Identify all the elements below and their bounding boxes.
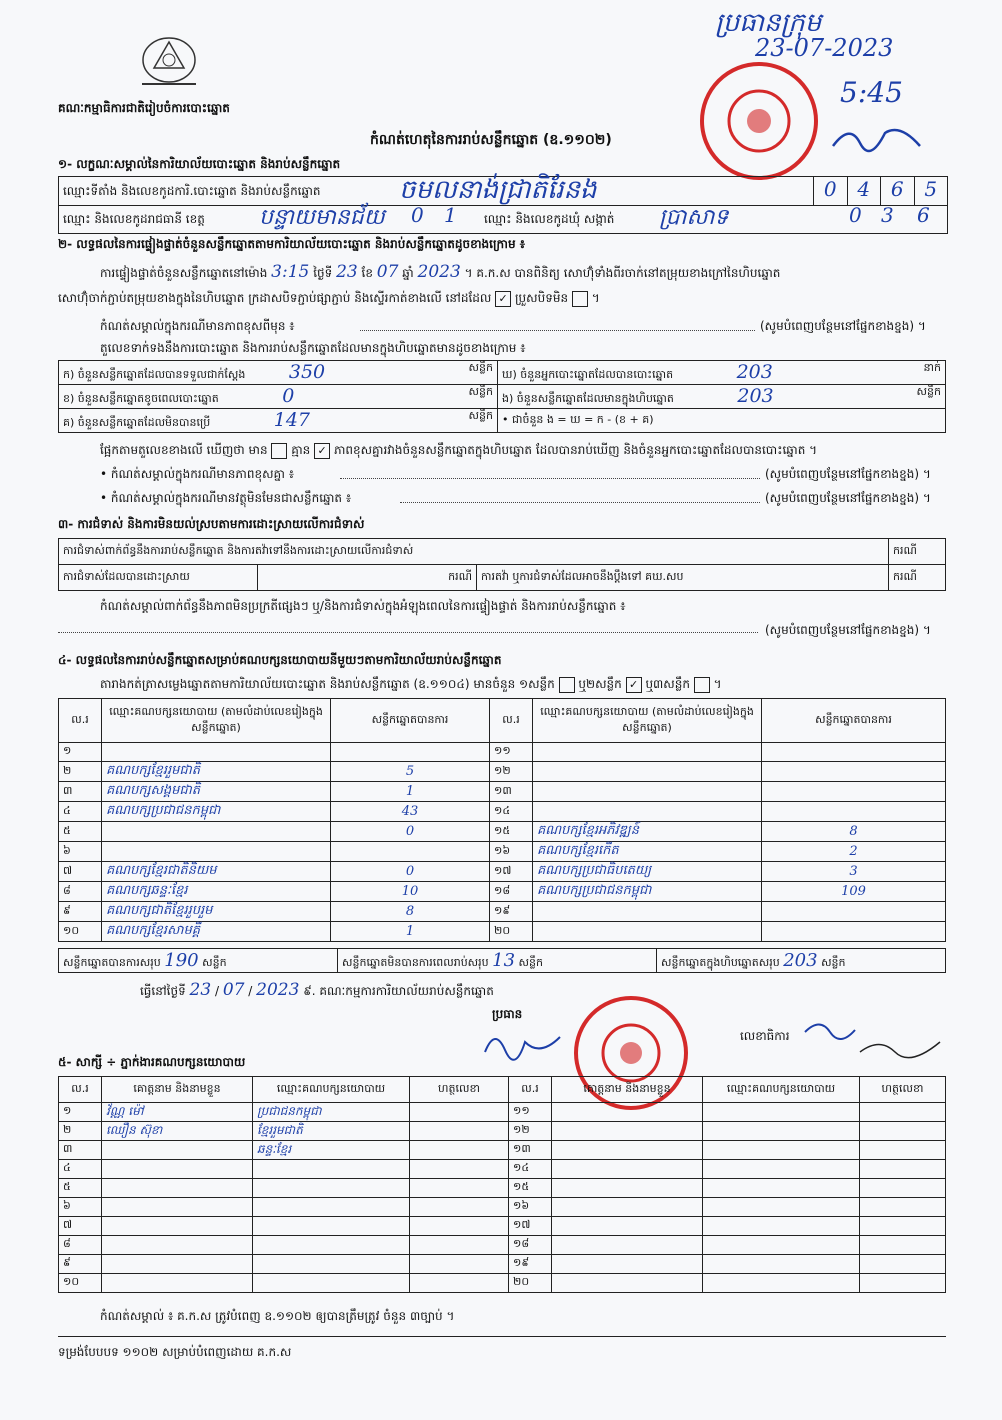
verify-time: 3:15 bbox=[271, 262, 310, 282]
table-row bbox=[59, 902, 946, 922]
witness-signature bbox=[860, 1274, 946, 1293]
witness-party bbox=[703, 1122, 860, 1141]
witness-name bbox=[552, 1198, 703, 1217]
voters-count: 203 bbox=[736, 361, 773, 383]
row-number: ២០ bbox=[490, 922, 533, 942]
party-votes bbox=[762, 802, 946, 822]
org-name: គណៈកម្មាធិការជាតិរៀបចំការបោះឆ្នោត bbox=[58, 101, 230, 115]
province-code-2: 1 bbox=[444, 203, 457, 227]
seal-broken-checkbox bbox=[572, 291, 588, 307]
fill-hint-2: (សូមបំពេញបន្ថែមនៅផ្នែកខាងខ្នង) ។ bbox=[765, 467, 931, 481]
chair-label: ប្រធាន bbox=[492, 1007, 523, 1021]
witness-signature bbox=[860, 1255, 946, 1274]
party-name bbox=[533, 922, 762, 942]
witness-signature bbox=[860, 1179, 946, 1198]
province-code-1: 0 bbox=[411, 203, 424, 227]
witness-party bbox=[703, 1255, 860, 1274]
party-name bbox=[102, 743, 331, 762]
witness-name bbox=[552, 1141, 703, 1160]
witness-party bbox=[703, 1160, 860, 1179]
witness-signature bbox=[410, 1274, 509, 1293]
party-votes bbox=[762, 762, 946, 782]
party-votes: 10 bbox=[331, 882, 490, 902]
table-row bbox=[59, 743, 946, 762]
irregularity-note: កំណត់សម្គាល់ពាក់ព័ន្ធនឹងភាពមិនប្រក្រតីផ្សេងៗ ឬ/និងការជំទាស់ក្នុងអំឡុងពេលនៃការផ្ទៀងផ្ទាត់ និងការរាប់សន្លឹកឆ្នោត ៖ bbox=[100, 599, 626, 613]
party-votes bbox=[331, 842, 490, 862]
row-number: ១៦ bbox=[509, 1198, 552, 1217]
witness-name bbox=[552, 1122, 703, 1141]
note-line-2 bbox=[340, 478, 760, 479]
row-number: ១៥ bbox=[490, 822, 533, 842]
row-number: ៤ bbox=[59, 1160, 102, 1179]
row-number: ១២ bbox=[509, 1122, 552, 1141]
witness-row bbox=[59, 1122, 946, 1141]
commune-code-3: 6 bbox=[917, 203, 930, 227]
table-row bbox=[59, 802, 946, 822]
total-valid: 190 bbox=[164, 949, 199, 971]
fill-hint-4: (សូមបំពេញបន្ថែមនៅផ្នែកខាងខ្នង) ។ bbox=[765, 623, 931, 637]
witness-signature bbox=[410, 1103, 509, 1122]
note-line-4 bbox=[58, 632, 758, 633]
witness-party bbox=[253, 1160, 410, 1179]
row-number: ១៤ bbox=[509, 1160, 552, 1179]
witness-signature bbox=[860, 1141, 946, 1160]
party-name bbox=[102, 822, 331, 842]
party-name: គណបក្សប្រជាជនកម្ពុជា bbox=[102, 802, 331, 822]
commune-value: ប្រាសាទ bbox=[659, 205, 729, 230]
witness-signature bbox=[410, 1217, 509, 1236]
seal-paragraph: សោហ៊ុំចាក់ភ្ជាប់តម្រុយខាងក្នុងនៃហិបឆ្នោត ក្រដាសបិទភ្ជាប់ផ្សាភ្ជាប់ និងស្ទើរកាត់ខាងលើ នៅដដែល ✓ ប្រួសបិទមិន ។ bbox=[58, 291, 600, 305]
row-number: ១៩ bbox=[509, 1255, 552, 1274]
witness-name bbox=[102, 1217, 253, 1236]
complaints-table: ការជំទាស់ពាក់ព័ន្ធនឹងការរាប់សន្លឹកឆ្នោត និងការតវ៉ាទៅនឹងការដោះស្រាយលើការជំទាស់ ករណី ការជំទាស់ដែលបានដោះស្រាយ ករណី ការតវ៉ា ឬការជំទាស់ដែលអាចនឹងប្ដឹងទៅ គឃ.សប ករណី bbox=[58, 538, 946, 591]
row-number: ១២ bbox=[490, 762, 533, 782]
table-row bbox=[59, 782, 946, 802]
party-votes: 2 bbox=[762, 842, 946, 862]
commune-code-2: 3 bbox=[881, 203, 894, 227]
witness-signature bbox=[410, 1255, 509, 1274]
note-difference-label: កំណត់សម្គាល់ក្នុងករណីមានភាពខុសពីមុន ៖ bbox=[100, 319, 295, 333]
receipt-signature-icon bbox=[830, 118, 925, 153]
diff-no-checkbox: ✓ bbox=[314, 443, 330, 459]
witness-name bbox=[552, 1217, 703, 1236]
row-number: ១០ bbox=[59, 922, 102, 942]
witness-name bbox=[552, 1274, 703, 1293]
party-votes: 43 bbox=[331, 802, 490, 822]
witness-signature bbox=[410, 1160, 509, 1179]
figures-table: ក) ចំនួនសន្លឹកឆ្នោតដែលបានទទួលជាក់ស្តែង 350 សន្លឹក ឃ) ចំនួនអ្នកបោះឆ្នោតដែលបានបោះឆ្នោត 203 នាក់ ខ) ចំនួនសន្លឹកឆ្នោតខូចពេលបោះឆ្នោត 0 សន្លឹក ង) ចំនួនសន្លឹកឆ្នោតដែលមានក្នុងហិបឆ្នោត 203 សន្លឹក គ) ចំនួនសន្លឹកឆ្នោតដែលមិនបានប្រើ 147 សន្លឹក • ជាចំនួន ង = ឃ = ក - (ខ + គ) bbox=[58, 360, 946, 433]
party-votes bbox=[762, 922, 946, 942]
location-label: ឈ្មោះទីតាំង និងលេខកូដការិ.បោះឆ្នោត និងរាប់សន្លឹកឆ្នោត bbox=[63, 184, 321, 198]
witness-table: ល.រ គោត្តនាម និងនាមខ្លួន ឈ្មោះគណបក្សនយោបាយ ហត្ថលេខា ល.រ គោត្តនាម និងនាមខ្លួន ឈ្មោះគណបក្សនយោបាយ ហត្ថលេខា ១ វ័ណ្ណ ម៉ៅ ប្រជាជនកម្ពុជា ១១ ២ ឈឿន ស៊ុខា ខ្មែររួមជាតិ ១២ ៣ ឆន្ទៈខ្មែរ ១៣ ៤ ១៤ ៥ ១៥ ៦ ១៦ ៧ ១៧ ៨ ១៨ ៩ ១៩ ១០ ២០ bbox=[58, 1076, 946, 1293]
witness-name bbox=[102, 1236, 253, 1255]
row-number: ១៤ bbox=[490, 802, 533, 822]
witness-name: វ័ណ្ណ ម៉ៅ bbox=[102, 1103, 253, 1122]
witness-signature bbox=[410, 1198, 509, 1217]
seal-intact-checkbox: ✓ bbox=[495, 291, 511, 307]
location-code: 0 4 6 5 bbox=[813, 177, 947, 205]
row-number: ៦ bbox=[59, 1198, 102, 1217]
witness-name bbox=[102, 1160, 253, 1179]
table-row bbox=[59, 842, 946, 862]
row-number: ៩ bbox=[59, 1255, 102, 1274]
note-line-3 bbox=[400, 502, 760, 503]
party-votes: 5 bbox=[331, 762, 490, 782]
witness-signature bbox=[410, 1236, 509, 1255]
party-results-table: ល.រ ឈ្មោះគណបក្សនយោបាយ (តាមលំដាប់លេខរៀងក្នុងសន្លឹកឆ្នោត) សន្លឹកឆ្នោតបានការ ល.រ ឈ្មោះគណបក្សនយោបាយ (តាមលំដាប់លេខរៀងក្នុងសន្លឹកឆ្នោត) សន្លឹកឆ្នោតបានការ ១ ១១ ២ គណបក្សខ្មែររួមជាតិ 5 ១២ ៣ គណបក្សសង្គមជាតិ 1 ១៣ ៤ គណបក្សប្រជាជនកម្ពុជា 43 ១៤ ៥ 0 ១៥ គណបក្សខ្មែរអភិវឌ្ឍន៍ 8 ៦ ១៦ គណបក្សខ្មែរកើត 2 ៧ គណបក្សខ្មែរជាតិនិយម 0 ១៧ គណបក្សប្រជាធិបតេយ្យ 3 ៨ គណបក្សឆន្ទៈខ្មែរ 10 ១៨ គណបក្សប្រជាជនកម្ពុជា 109 ៩ គណបក្សជាតិខ្មែររួបរួម 8 ១៩ ១០ គណបក្សខ្មែរសាមគ្គី 1 ២០ bbox=[58, 698, 946, 942]
row-number: ១ bbox=[59, 1103, 102, 1122]
province-label: ឈ្មោះ និងលេខកូដរាជធានី ខេត្ត bbox=[63, 212, 205, 226]
table-row bbox=[59, 922, 946, 942]
party-name bbox=[533, 802, 762, 822]
witness-party bbox=[253, 1179, 410, 1198]
row-number: ៣ bbox=[59, 1141, 102, 1160]
party-name: គណបក្សប្រជាធិបតេយ្យ bbox=[533, 862, 762, 882]
row-number: ១ bbox=[59, 743, 102, 762]
witness-name bbox=[102, 1141, 253, 1160]
party-name: គណបក្សឆន្ទៈខ្មែរ bbox=[102, 882, 331, 902]
location-value: ចមលនាង់ជ្រាតិរែនង bbox=[399, 175, 597, 205]
party-votes: 1 bbox=[331, 922, 490, 942]
witness-signature bbox=[410, 1179, 509, 1198]
witness-name bbox=[552, 1160, 703, 1179]
section-3-title: ៣- ការជំទាស់ និងការមិនយល់ស្របតាមការដោះស្រាយលើការជំទាស់ bbox=[58, 517, 365, 531]
party-name bbox=[533, 762, 762, 782]
party-name: គណបក្សខ្មែរអភិវឌ្ឍន៍ bbox=[533, 822, 762, 842]
row-number: ១០ bbox=[59, 1274, 102, 1293]
party-votes: 0 bbox=[331, 822, 490, 842]
row-number: ៣ bbox=[59, 782, 102, 802]
party-votes: 8 bbox=[762, 822, 946, 842]
fill-hint-1: (សូមបំពេញបន្ថែមនៅផ្នែកខាងខ្នង) ។ bbox=[760, 319, 926, 333]
witness-party bbox=[703, 1217, 860, 1236]
witness-name bbox=[102, 1274, 253, 1293]
table-row bbox=[59, 882, 946, 902]
row-number: ១៨ bbox=[509, 1236, 552, 1255]
witness-name bbox=[552, 1179, 703, 1198]
row-number: ១១ bbox=[490, 743, 533, 762]
witness-signature bbox=[860, 1217, 946, 1236]
row-number: ២០ bbox=[509, 1274, 552, 1293]
party-votes bbox=[331, 743, 490, 762]
form-footer: ទម្រង់បែបបទ ១១០២ សម្រាប់បំពេញដោយ គ.ក.ស bbox=[58, 1345, 292, 1359]
secretary-label: លេខាធិការ bbox=[740, 1029, 790, 1043]
commune-code-1: 0 bbox=[849, 203, 862, 227]
party-votes: 0 bbox=[331, 862, 490, 882]
party-name: គណបក្សខ្មែរជាតិនិយម bbox=[102, 862, 331, 882]
party-name bbox=[102, 842, 331, 862]
row-number: ១៦ bbox=[490, 842, 533, 862]
party-votes bbox=[762, 902, 946, 922]
footer-rule bbox=[58, 1336, 946, 1337]
witness-row bbox=[59, 1198, 946, 1217]
witness-party: ឆន្ទៈខ្មែរ bbox=[253, 1141, 410, 1160]
party-name: គណបក្សជាតិខ្មែររួបរួម bbox=[102, 902, 331, 922]
note-line-1 bbox=[360, 330, 755, 331]
witness-row bbox=[59, 1274, 946, 1293]
row-number: ៨ bbox=[59, 1236, 102, 1255]
witness-party bbox=[703, 1274, 860, 1293]
witness-party bbox=[703, 1103, 860, 1122]
party-votes bbox=[762, 782, 946, 802]
witness-party bbox=[253, 1198, 410, 1217]
witness-party bbox=[253, 1255, 410, 1274]
verify-paragraph: ការផ្ទៀងផ្ទាត់ចំនួនសន្លឹកឆ្នោតនៅម៉ោង 3:15 ថ្ងៃទី 23 ខែ 07 ឆ្នាំ 2023 ។ គ.ក.ស បានពិនិត្យ សោហ៊ុំទាំងពីរចាក់នៅតម្រុយខាងក្រៅនៃហិបឆ្នោត bbox=[100, 262, 781, 282]
witness-row bbox=[59, 1236, 946, 1255]
fill-hint-3: (សូមបំពេញបន្ថែមនៅផ្នែកខាងខ្នង) ។ bbox=[765, 491, 931, 505]
party-name: គណបក្សខ្មែររួមជាតិ bbox=[102, 762, 331, 782]
footnote: កំណត់សម្គាល់ ៖ គ.ក.ស ត្រូវបំពេញ ឧ.១១០២ ឲ្យបានត្រឹមត្រូវ ចំនួន ៣ច្បាប់ ។ bbox=[100, 1309, 455, 1323]
total-invalid: 13 bbox=[492, 949, 516, 971]
chair-signature-icon bbox=[480, 1022, 570, 1062]
witness-row bbox=[59, 1141, 946, 1160]
ballots-in-box: 203 bbox=[737, 385, 774, 407]
witness-signature bbox=[410, 1122, 509, 1141]
row-number: ៧ bbox=[59, 862, 102, 882]
party-name: គណបក្សប្រជាជនកម្ពុជា bbox=[533, 882, 762, 902]
party-name: គណបក្សខ្មែរសាមគ្គី bbox=[102, 922, 331, 942]
party-name bbox=[533, 743, 762, 762]
witness-signature bbox=[410, 1141, 509, 1160]
row-number: ៦ bbox=[59, 842, 102, 862]
section-1-title: ១- លក្ខណៈសម្គាល់នៃការិយាល័យបោះឆ្នោត និងរាប់សន្លឹកឆ្នោត bbox=[58, 157, 341, 171]
witness-party bbox=[253, 1217, 410, 1236]
witness-row bbox=[59, 1255, 946, 1274]
row-number: ៤ bbox=[59, 802, 102, 822]
province-value: បន្ទាយមានជ័យ bbox=[259, 205, 385, 230]
row-number: ២ bbox=[59, 762, 102, 782]
witness-signature bbox=[860, 1198, 946, 1217]
row-number: ១១ bbox=[509, 1103, 552, 1122]
row-number: ៩ bbox=[59, 902, 102, 922]
table-row bbox=[59, 862, 946, 882]
witness-party bbox=[703, 1198, 860, 1217]
party-votes bbox=[762, 743, 946, 762]
witness-row bbox=[59, 1179, 946, 1198]
witness-row bbox=[59, 1217, 946, 1236]
witness-name bbox=[552, 1236, 703, 1255]
row-number: ៥ bbox=[59, 822, 102, 842]
section-1-box bbox=[58, 176, 948, 234]
receipt-time: 5:45 bbox=[840, 76, 903, 109]
witness-name bbox=[552, 1255, 703, 1274]
row-number: ១៧ bbox=[490, 862, 533, 882]
figures-intro: តួលេខទាក់ទងនឹងការបោះឆ្នោត និងការរាប់សន្លឹកឆ្នោតដែលមានក្នុងហិបឆ្នោតមានដូចខាងក្រោម ៖ bbox=[100, 341, 526, 355]
witness-name bbox=[102, 1198, 253, 1217]
row-number: ១៣ bbox=[490, 782, 533, 802]
receipt-date: 23-07-2023 bbox=[755, 34, 894, 62]
row-number: ៨ bbox=[59, 882, 102, 902]
witness-row bbox=[59, 1103, 946, 1122]
witness-row bbox=[59, 1160, 946, 1179]
party-votes: 3 bbox=[762, 862, 946, 882]
difference-paragraph: ផ្អែកតាមតួលេខខាងលើ ឃើញថា មាន គ្មាន ✓ ភាពខុសគ្នារវាងចំនួនសន្លឹកឆ្នោតក្នុងហិបឆ្នោត ដែលបានរាប់ឃើញ និងចំនួនអ្នកបោះឆ្នោតដែលបានបោះឆ្នោត ។ bbox=[100, 443, 818, 457]
receipt-label: ប្រធានក្រុម bbox=[715, 8, 822, 38]
note-foreign-label: • កំណត់សម្គាល់ក្នុងករណីមានវត្ថុមិនមែនជាសន្លឹកឆ្នោត ៖ bbox=[100, 491, 352, 505]
row-number: ១៨ bbox=[490, 882, 533, 902]
section-5-title: ៥- សាក្សី ÷ ភ្នាក់ងារគណបក្សនយោបាយ bbox=[58, 1055, 246, 1069]
table-row bbox=[59, 762, 946, 782]
row-number: ៧ bbox=[59, 1217, 102, 1236]
row-number: ៥ bbox=[59, 1179, 102, 1198]
witness-signature bbox=[860, 1160, 946, 1179]
witness-party bbox=[253, 1274, 410, 1293]
tally-sheets-paragraph: តារាងកត់ត្រាសម្លេងឆ្នោតតាមការិយាល័យបោះឆ្នោត និងរាប់សន្លឹកឆ្នោត (ឧ.១១០៤) មានចំនួន ១សន្លឹក ឬ២សន្លឹក ✓ ឬ៣សន្លឹក ។ bbox=[100, 677, 722, 691]
witness-signature bbox=[860, 1103, 946, 1122]
note-diff-label: • កំណត់សម្គាល់ក្នុងករណីមានភាពខុសគ្នា ៖ bbox=[100, 467, 295, 481]
section-2-title: ២- លទ្ធផលនៃការផ្ទៀងផ្ទាត់ចំនួនសន្លឹកឆ្នោតតាមការិយាល័យបោះឆ្នោត និងរាប់សន្លឹកឆ្នោតដូចខាងក្រោម ៖ bbox=[58, 237, 526, 251]
row-number: ១៩ bbox=[490, 902, 533, 922]
witness-party bbox=[703, 1141, 860, 1160]
party-votes: 8 bbox=[331, 902, 490, 922]
witness-name bbox=[102, 1255, 253, 1274]
witness-name: ឈឿន ស៊ុខា bbox=[102, 1122, 253, 1141]
witness-party bbox=[703, 1236, 860, 1255]
national-emblem-icon bbox=[134, 32, 204, 94]
witness-party bbox=[703, 1179, 860, 1198]
witness-name bbox=[552, 1103, 703, 1122]
party-votes: 109 bbox=[762, 882, 946, 902]
total-in-box: 203 bbox=[783, 949, 818, 971]
witness-signature bbox=[860, 1122, 946, 1141]
party-votes: 1 bbox=[331, 782, 490, 802]
witness-party: ខ្មែររួមជាតិ bbox=[253, 1122, 410, 1141]
received-ballots: 350 bbox=[288, 361, 326, 383]
row-number: ២ bbox=[59, 1122, 102, 1141]
row-number: ១៥ bbox=[509, 1179, 552, 1198]
row-number: ១៣ bbox=[509, 1141, 552, 1160]
party-name bbox=[533, 782, 762, 802]
commune-label: ឈ្មោះ និងលេខកូដឃុំ សង្កាត់ bbox=[484, 212, 615, 226]
secretary-signature-icon bbox=[800, 1012, 950, 1062]
party-name bbox=[533, 902, 762, 922]
table-row bbox=[59, 822, 946, 842]
party-name: គណបក្សខ្មែរកើត bbox=[533, 842, 762, 862]
formula: • ជាចំនួន ង = ឃ = ក - (ខ + គ) bbox=[498, 409, 946, 433]
party-name: គណបក្សសង្គមជាតិ bbox=[102, 782, 331, 802]
official-seal-top bbox=[700, 62, 818, 180]
made-on-line: ធ្វើនៅថ្ងៃទី 23 / 07 / 2023 ៩. គណៈកម្មការការិយាល័យរាប់សន្លឹកឆ្នោត bbox=[140, 980, 494, 1000]
section-4-title: ៤- លទ្ធផលនៃការរាប់សន្លឹកឆ្នោតសម្រាប់គណបក្សនយោបាយនីមួយៗតាមការិយាល័យរាប់សន្លឹកឆ្នោត bbox=[58, 653, 502, 667]
spoiled-ballots: 0 bbox=[282, 385, 295, 407]
diff-yes-checkbox bbox=[271, 443, 287, 459]
totals-table: សន្លឹកឆ្នោតបានការសរុប 190 សន្លឹក សន្លឹកឆ្នោតមិនបានការពេលរាប់សរុប 13 សន្លឹក សន្លឹកឆ្នោតក្នុងហិបឆ្នោតសរុប 203 សន្លឹក bbox=[58, 948, 946, 973]
witness-party: ប្រជាជនកម្ពុជា bbox=[253, 1103, 410, 1122]
witness-party bbox=[253, 1236, 410, 1255]
row-number: ១៧ bbox=[509, 1217, 552, 1236]
unused-ballots: 147 bbox=[273, 409, 310, 431]
witness-signature bbox=[860, 1236, 946, 1255]
witness-name bbox=[102, 1179, 253, 1198]
form-title: កំណត់ហេតុនៃការរាប់សន្លឹកឆ្នោត (ឧ.១១០២) bbox=[370, 132, 612, 148]
